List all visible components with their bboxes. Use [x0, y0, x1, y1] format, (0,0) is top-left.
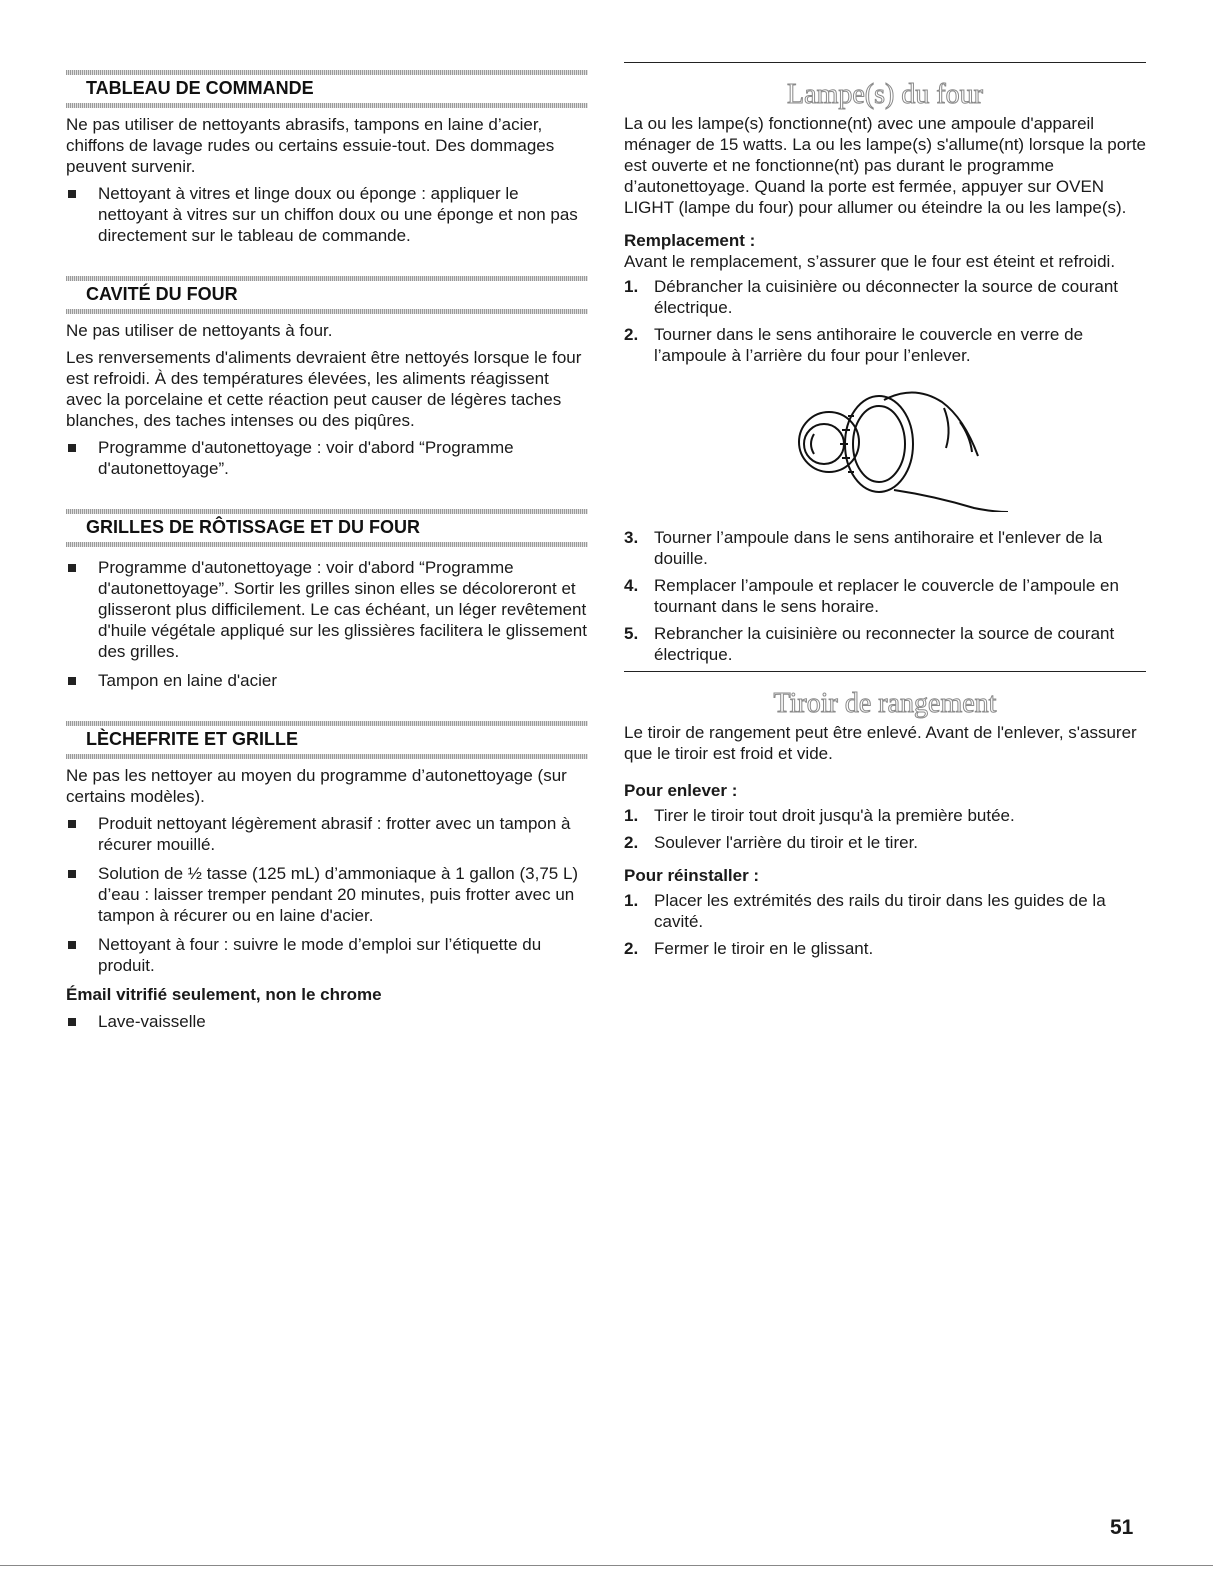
numbered-list [624, 527, 1146, 665]
paragraph: Ne pas utiliser de nettoyants abrasifs, tampons en laine d’acier, chiffons de lavage rudes ou certains essuie-tout. Des dommages peuvent survenir. [66, 115, 555, 176]
bullet-list [66, 557, 588, 691]
list-item: 4. Remplacer l’ampoule et replacer le couvercle de l’ampoule en tournant dans le sens horaire. [624, 576, 1119, 616]
subheading: Remplacement : [624, 231, 756, 250]
paragraph: Ne pas les nettoyer au moyen du programme d’autonettoyage (sur certains modèles). [66, 766, 567, 806]
left-column [66, 62, 588, 1040]
section-title-oven-lamp: Lampe(s) du four [787, 79, 983, 110]
numbered-list [624, 805, 1146, 853]
footer-rule [0, 1565, 1213, 1566]
bullet-list [66, 1011, 588, 1032]
section-header-racks [66, 501, 588, 547]
subheading: Pour enlever : [624, 781, 738, 800]
section-rule [624, 671, 1146, 672]
paragraph: Les renversements d'aliments devraient être nettoyés lorsque le four est refroidi. À des températures élevées, les aliments réagissent avec la porcelaine et cette réaction peut causer de légères taches blanches, des taches intenses ou des piqûres. [66, 348, 582, 430]
section-rule [624, 62, 1146, 63]
bullet-item: Lave-vaisselle [66, 1011, 588, 1032]
numbered-list [624, 276, 1146, 366]
numbered-list [624, 890, 1146, 959]
paragraph: Le tiroir de rangement peut être enlevé. Avant de l'enlever, s'assurer que le tiroir est froid et vide. [624, 723, 1137, 763]
list-item: 1. Placer les extrémités des rails du tiroir dans les guides de la cavité. [624, 891, 1106, 931]
section-header-broiler-pan [66, 713, 588, 759]
section-header-control-panel [66, 62, 588, 108]
bullet-list [66, 183, 588, 246]
bullet-item: Programme d'autonettoyage : voir d'abord “Programme d'autonettoyage”. [66, 437, 588, 479]
list-item: 2. Soulever l'arrière du tiroir et le tirer. [624, 833, 919, 852]
page-number: 51 [1110, 1516, 1134, 1539]
list-item: 1. Tirer le tiroir tout droit jusqu'à la première butée. [624, 806, 1015, 825]
section-header-oven-cavity [66, 268, 588, 314]
bullet-item: Produit nettoyant légèrement abrasif : frotter avec un tampon à récurer mouillé. [66, 813, 588, 855]
subheading: Émail vitrifié seulement, non le chrome [66, 985, 382, 1004]
bullet-list [66, 437, 588, 479]
section-title: CAVITÉ DU FOUR [86, 284, 238, 304]
paragraph: La ou les lampe(s) fonctionne(nt) avec une ampoule d'appareil ménager de 15 watts. La ou les lampe(s) s'allume(nt) lorsque la porte est ouverte et ne fonctionne(nt) pas durant le programme d’autonettoyage. Quand la porte est fermée, appuyer sur OVEN LIGHT (lampe du four) pour allumer ou éteindre la ou les lampe(s). [624, 114, 1147, 217]
section-title-storage-drawer: Tiroir de rangement [773, 688, 997, 719]
list-item: 3. Tourner l’ampoule dans le sens antihoraire et l'enlever de la douille. [624, 528, 1103, 568]
bulb-replacement-illustration [784, 382, 1024, 512]
subheading: Pour réinstaller : [624, 866, 760, 885]
right-column [624, 62, 1146, 965]
bullet-item: Nettoyant à four : suivre le mode d’emploi sur l’étiquette du produit. [66, 934, 588, 976]
list-item: 2. Tourner dans le sens antihoraire le couvercle en verre de l’ampoule à l’arrière du four pour l’enlever. [624, 325, 1084, 365]
section-title: LÈCHEFRITE ET GRILLE [86, 729, 299, 749]
section-title: TABLEAU DE COMMANDE [86, 78, 314, 98]
list-item: 2. Fermer le tiroir en le glissant. [624, 939, 874, 958]
bullet-item: Tampon en laine d'acier [66, 670, 588, 691]
section-title: GRILLES DE RÔTISSAGE ET DU FOUR [86, 517, 421, 537]
list-item: 5. Rebrancher la cuisinière ou reconnecter la source de courant électrique. [624, 624, 1115, 664]
list-item: 1. Débrancher la cuisinière ou déconnecter la source de courant électrique. [624, 277, 1118, 317]
paragraph: Ne pas utiliser de nettoyants à four. [66, 321, 333, 340]
bullet-item: Programme d'autonettoyage : voir d'abord “Programme d'autonettoyage”. Sortir les grilles sinon elles se décoloreront et glisseront plus difficilement. Le cas échéant, un léger revêtement d'huile végétale appliqué sur les glissières facilitera le glissement des grilles. [66, 557, 588, 662]
bullet-list [66, 813, 588, 976]
bullet-item: Solution de ½ tasse (125 mL) d’ammoniaque à 1 gallon (3,75 L) d’eau : laisser tremper pendant 20 minutes, puis frotter avec un tampon à récurer ou en laine d'acier. [66, 863, 588, 926]
bullet-item: Nettoyant à vitres et linge doux ou éponge : appliquer le nettoyant à vitres sur un chiffon doux ou une éponge et non pas directement sur le tableau de commande. [66, 183, 588, 246]
paragraph: Avant le remplacement, s’assurer que le four est éteint et refroidi. [624, 252, 1116, 271]
